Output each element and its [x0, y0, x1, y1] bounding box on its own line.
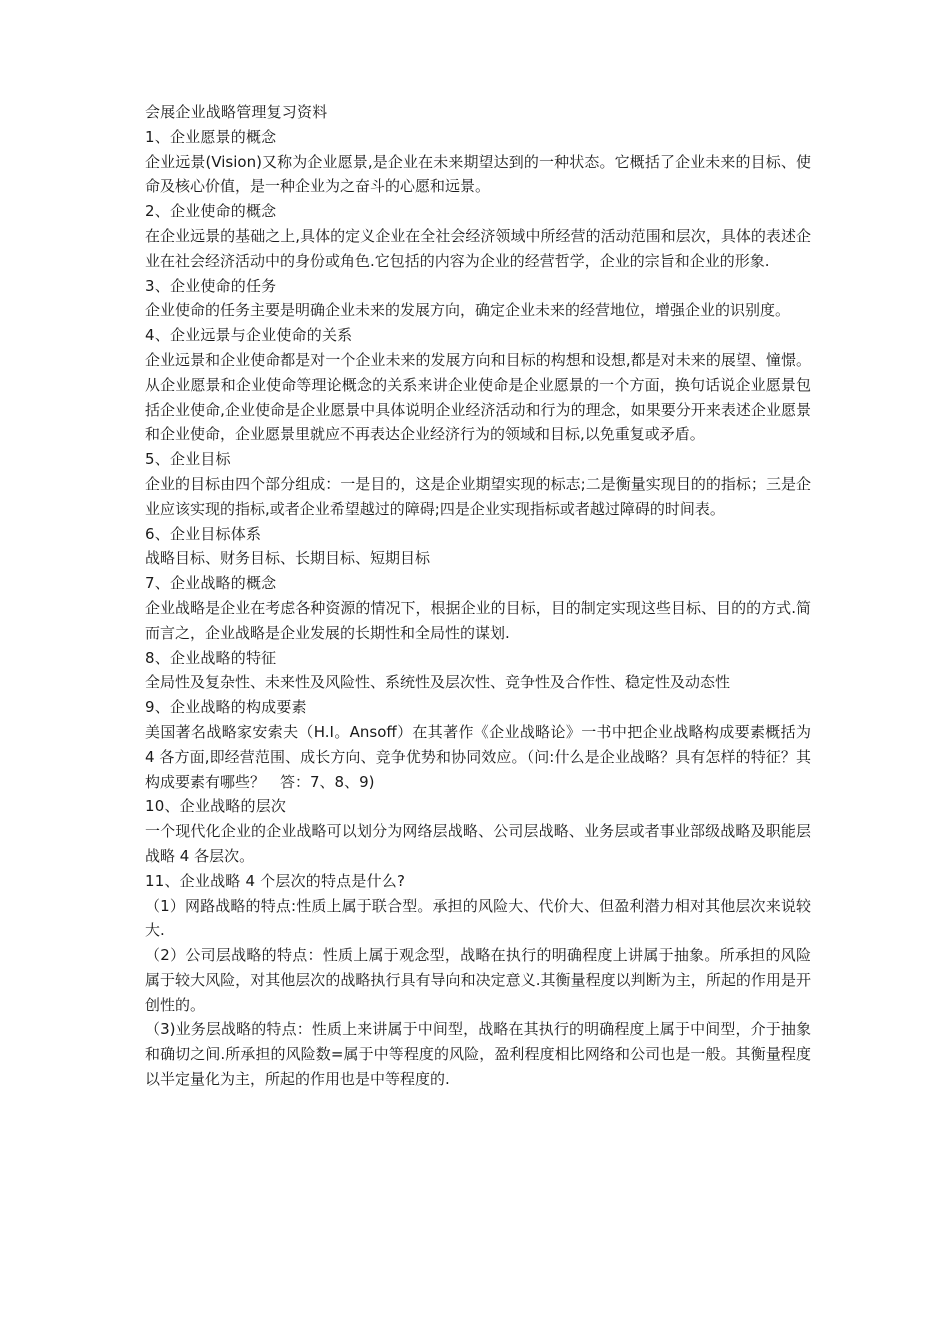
section-heading-11: 11、企业战略 4 个层次的特点是什么?	[145, 871, 406, 890]
section-heading-3: 3、企业使命的任务	[145, 276, 277, 295]
section-body-10: 一个现代化企业的企业战略可以划分为网络层战略、公司层战略、业务层或者事业部级战略及职能层战略 4 各层次。	[145, 822, 811, 865]
section-body-1: 企业远景(Vision)又称为企业愿景,是企业在未来期望达到的一种状态。它概括了企业未来的目标、使命及核心价值，是一种企业为之奋斗的心愿和远景。	[145, 152, 811, 196]
section-body-8: 全局性及复杂性、未来性及风险性、系统性及层次性、竞争性及合作性、稳定性及动态性	[145, 673, 731, 692]
section-body-9: 美国著名战略家安索夫（H.I。Ansoff）在其著作《企业战略论》一书中把企业战略构成要素概括为 4 各方面,即经营范围、成长方向、竞争优势和协同效应。（问:什么是企业战略？具有怎样的特征？其构成要素有哪些？ 答：7、8、9)	[145, 722, 811, 791]
section-heading-10: 10、企业战略的层次	[145, 797, 287, 816]
section-body-2: 在企业远景的基础之上,具体的定义企业在全社会经济领域中所经营的活动范围和层次，具体的表述企业在社会经济活动中的身份或角色.它包括的内容为企业的经营哲学，企业的宗旨和企业的形象.	[145, 226, 811, 270]
section-heading-1: 1、企业愿景的概念	[145, 127, 277, 146]
section-heading-6: 6、企业目标体系	[145, 524, 262, 543]
section-body-11-item-3: （3)业务层战略的特点：性质上来讲属于中间型，战略在其执行的明确程度上属于中间型，介于抽象和确切之间.所承担的风险数=属于中等程度的风险，盈利程度相比网络和公司也是一般。其衡量程度以半定量化为主，所起的作用也是中等程度的.	[145, 1020, 811, 1089]
section-body-11-item-1: （1）网路战略的特点:性质上属于联合型。承担的风险大、代价大、但盈利潜力相对其他层次来说较大.	[145, 896, 811, 940]
section-body-6: 战略目标、财务目标、长期目标、短期目标	[145, 549, 431, 568]
section-body-5: 企业的目标由四个部分组成：一是目的，这是企业期望实现的标志;二是衡量实现目的的指标；三是企业应该实现的指标,或者企业希望越过的障碍;四是企业实现指标或者越过障碍的时间表。	[145, 474, 811, 518]
section-heading-2: 2、企业使命的概念	[145, 202, 277, 221]
section-heading-7: 7、企业战略的概念	[145, 574, 277, 593]
section-heading-9: 9、企业战略的构成要素	[145, 698, 307, 717]
section-body-4: 企业远景和企业使命都是对一个企业未来的发展方向和目标的构想和设想,都是对未来的展望、憧憬。从企业愿景和企业使命等理论概念的关系来讲企业使命是企业愿景的一个方面，换句话说企业愿景包括企业使命,企业使命是企业愿景中具体说明企业经济活动和行为的理念，如果要分开来表述企业愿景和企业使命，企业愿景里就应不再表达企业经济行为的领域和目标,以免重复或矛盾。	[145, 350, 811, 444]
section-heading-8: 8、企业战略的特征	[145, 648, 277, 667]
document-title: 会展企业战略管理复习资料	[145, 103, 328, 121]
section-body-7: 企业战略是企业在考虑各种资源的情况下，根据企业的目标，目的制定实现这些目标、目的的方式.简而言之，企业战略是企业发展的长期性和全局性的谋划.	[145, 598, 811, 642]
section-body-3: 企业使命的任务主要是明确企业未来的发展方向，确定企业未来的经营地位，增强企业的识别度。	[145, 301, 791, 320]
section-body-11-item-2: （2）公司层战略的特点：性质上属于观念型，战略在执行的明确程度上讲属于抽象。所承担的风险属于较大风险，对其他层次的战略执行具有导向和决定意义.其衡量程度以判断为主，所起的作用是开创性的。	[145, 946, 811, 1014]
document-page	[145, 100, 811, 1092]
section-heading-4: 4、企业远景与企业使命的关系	[145, 326, 353, 345]
section-heading-5: 5、企业目标	[145, 450, 231, 469]
